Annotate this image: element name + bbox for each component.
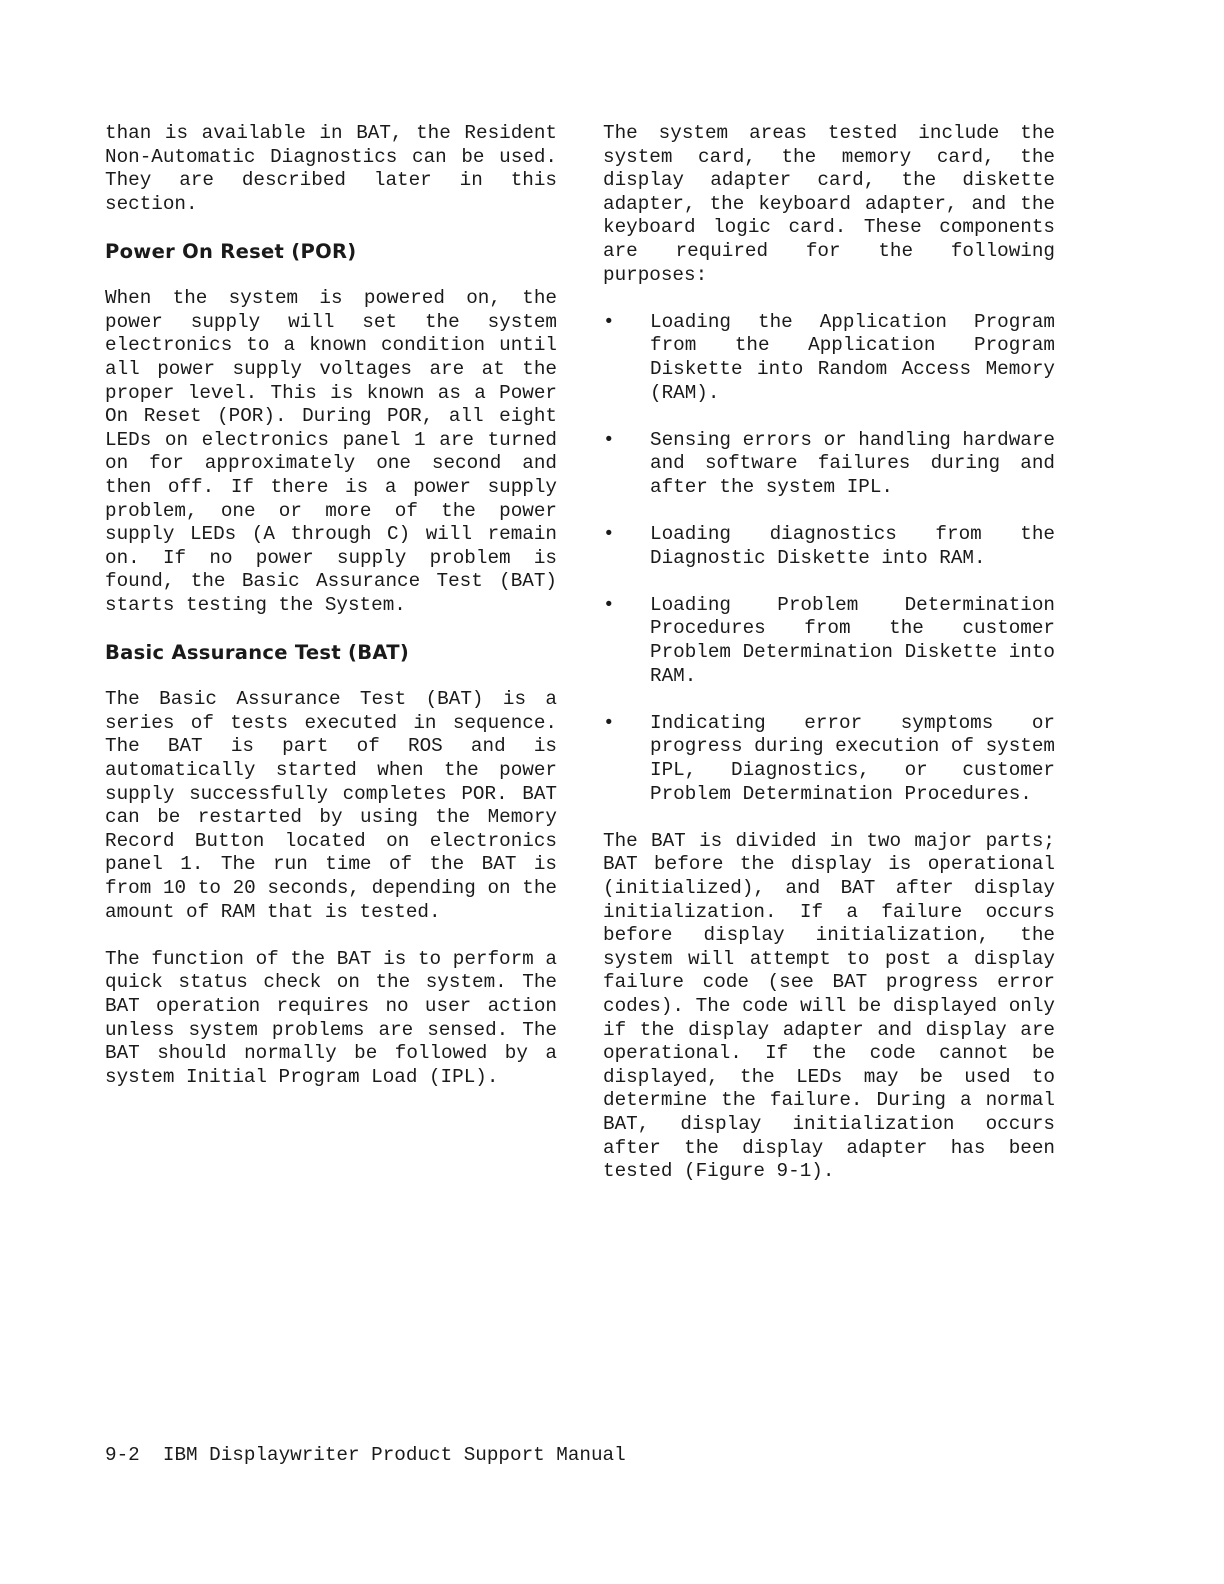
right-column (603, 122, 1055, 1207)
list-item (603, 311, 1055, 405)
list-item-text: Loading diagnostics from the Diagnostic Diskette into RAM. (650, 523, 1055, 569)
areas-paragraph: The system areas tested include the system card, the memory card, the display adapter card, the diskette adapter, the keyboard adapter, and the keyboard logic card. These components are required for the following purposes: (603, 122, 1055, 286)
list-item (603, 429, 1055, 500)
por-heading: Power On Reset (POR) (105, 239, 357, 263)
list-item (603, 594, 1055, 688)
list-item (603, 523, 1055, 570)
bullet-icon: • (603, 310, 615, 333)
intro-paragraph: than is available in BAT, the Resident Non-Automatic Diagnostics can be used. They are described later in this section. (105, 122, 557, 215)
por-paragraph: When the system is powered on, the power supply will set the system electronics to a known condition until all power supply voltages are at the proper level. This is known as a Power On Reset (POR). During POR, all eight LEDs on electronics panel 1 are turned on for approximately one second and then off. If there is a power supply problem, one or more of the power supply LEDs (A through C) will remain on. If no power supply problem is found, the Basic Assurance Test (BAT) starts testing the System. (105, 287, 557, 616)
manual-title: IBM Displaywriter Product Support Manual (162, 1444, 626, 1466)
left-column (105, 122, 557, 1113)
bullet-icon: • (603, 523, 615, 546)
bat-heading: Basic Assurance Test (BAT) (105, 641, 410, 665)
bullet-icon: • (603, 593, 615, 616)
purposes-list (603, 311, 1055, 806)
list-item-text: Indicating error symptoms or progress during execution of system IPL, Diagnostics, or customer Problem Determination Procedures. (650, 711, 1055, 805)
bat-paragraph-2: The function of the BAT is to perform a quick status check on the system. The BAT operation requires no user action unless system problems are sensed. The BAT should normally be followed by a system Initial Program Load (IPL). (105, 947, 557, 1088)
bat-paragraph-1: The Basic Assurance Test (BAT) is a series of tests executed in sequence. The BAT is part of ROS and is automatically started when the power supply successfully completes POR. BAT can be restarted by using the Memory Record Button located on electronics panel 1. The run time of the BAT is from 10 to 20 seconds, depending on the amount of RAM that is tested. (105, 688, 557, 923)
list-item-text: Loading Problem Determination Procedures from the customer Problem Determination Diskette into RAM. (650, 593, 1055, 687)
page-footer (105, 1444, 626, 1468)
list-item-text: Sensing errors or handling hardware and software failures during and after the system IPL. (650, 428, 1055, 498)
bullet-icon: • (603, 711, 615, 734)
list-item-text: Loading the Application Program from the Application Program Diskette into Random Access Memory (RAM). (650, 310, 1055, 404)
list-item (603, 712, 1055, 806)
page-number: 9-2 (105, 1444, 140, 1466)
divided-paragraph: The BAT is divided in two major parts; BAT before the display is operational (initialized), and BAT after display initialization. If a failure occurs before display initialization, the system will attempt to post a display failure code (see BAT progress error codes). The code will be displayed only if the display adapter and display are operational. If the code cannot be displayed, the LEDs may be used to determine the failure. During a normal BAT, display initialization occurs after the display adapter has been tested (Figure 9-1). (603, 829, 1055, 1183)
bullet-icon: • (603, 428, 615, 451)
